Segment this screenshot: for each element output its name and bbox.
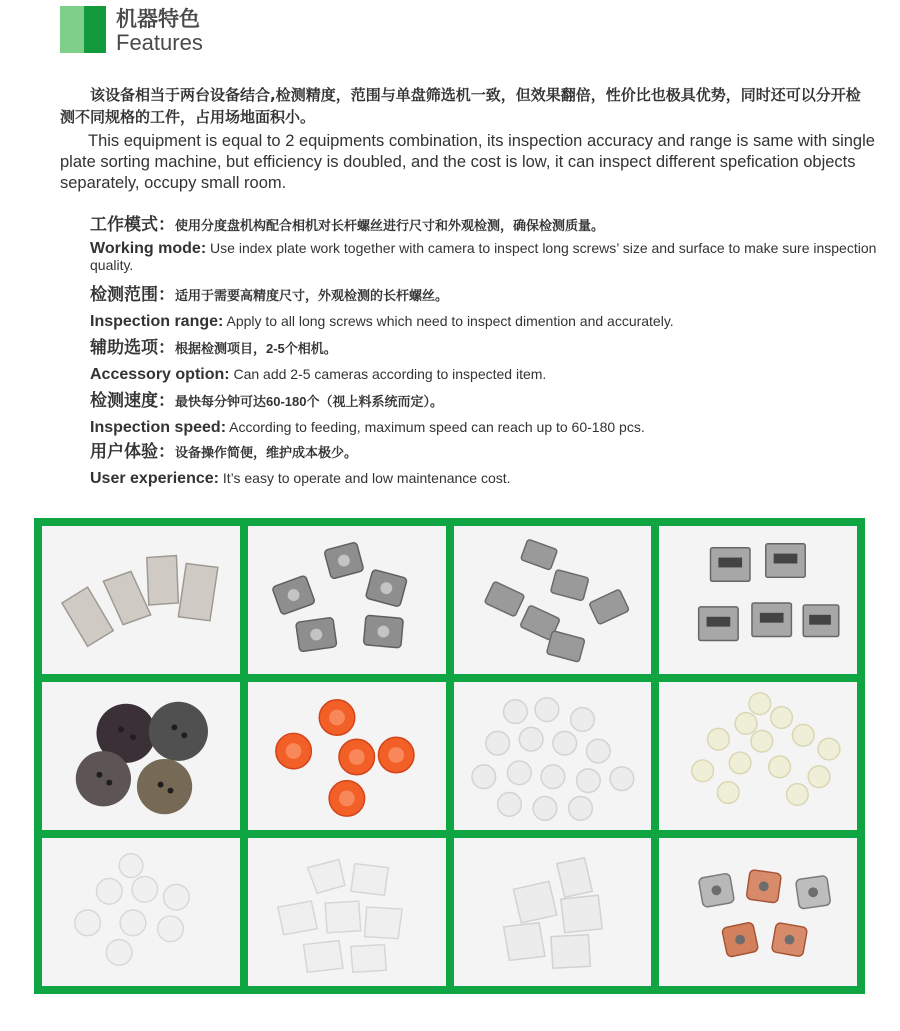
spec-label-cn: 工作模式： (90, 215, 175, 234)
spec-working-mode (90, 214, 880, 274)
spec-label-cn: 辅助选项： (90, 338, 175, 357)
spec-label-cn: 检测速度： (90, 391, 175, 410)
spec-value-en: Can add 2-5 cameras according to inspected item. (229, 366, 547, 382)
spec-inspection-range (90, 284, 880, 333)
spec-inspection-speed (90, 390, 880, 439)
header-accent-dark (84, 6, 106, 53)
spec-label-cn: 用户体验： (90, 442, 175, 461)
sample-image-usb-connectors (659, 526, 857, 674)
spec-label-en: User experience: (90, 470, 219, 487)
spec-user-experience (90, 441, 880, 490)
intro-paragraph-en: This equipment is equal to 2 equipments combination, its inspection accuracy and range is same with single plate sorting machine, but efficiency is doubled, and the cost is low, it can inspect different spefication objects separately, occupy small room. (60, 132, 875, 192)
spec-value-en: It’s easy to operate and low maintenance cost. (218, 470, 511, 486)
spec-label-en: Accessory option: (90, 366, 230, 383)
header-accent-light (60, 6, 84, 53)
intro-paragraph-cn: 该设备相当于两台设备结合,检测精度，范围与单盘筛选机一致，但效果翻倍，性价比也极具优势，同时还可以分开检测不同规格的工件，占用场地面积小。 (60, 86, 861, 126)
sample-image-white-gears (454, 682, 652, 830)
sample-image-gaskets (42, 682, 240, 830)
section-title-cn: 机器特色 (116, 7, 200, 31)
sample-image-plastic-plugs (659, 682, 857, 830)
sample-image-metal-clips (248, 526, 446, 674)
spec-label-en: Working mode: (90, 240, 207, 257)
spec-label-en: Inspection speed: (90, 419, 227, 436)
spec-value-cn: 设备操作简便，维护成本极少。 (175, 445, 358, 460)
spec-value-cn: 最快每分钟可达60-180个（视上料系统而定）。 (175, 394, 443, 409)
spec-value-cn: 使用分度盘机构配合相机对长杆螺丝进行尺寸和外观检测，确保检测质量。 (175, 218, 605, 233)
spec-label-en: Inspection range: (90, 313, 224, 330)
spec-value-en: According to feeding, maximum speed can reach up to 60-180 pcs. (226, 419, 645, 435)
spec-value-en: Apply to all long screws which need to inspect dimention and accurately. (223, 313, 674, 329)
section-header (60, 6, 360, 54)
sample-image-white-pieces (454, 838, 652, 986)
sample-image-metal-plates (42, 526, 240, 674)
sample-image-orange-caps (248, 682, 446, 830)
spec-label-cn: 检测范围： (90, 285, 175, 304)
sample-parts-gallery (34, 518, 865, 994)
spec-value-cn: 适用于需要高精度尺寸，外观检测的长杆螺丝。 (175, 288, 449, 303)
section-title-en: Features (116, 30, 203, 55)
spec-value-en: Use index plate work together with camera to inspect long screws’ size and surface to make sure inspection quality. (90, 240, 877, 273)
sample-image-copper-terminals (659, 838, 857, 986)
sample-image-metal-caps (454, 526, 652, 674)
sample-image-white-fittings (248, 838, 446, 986)
spec-value-cn: 根据检测项目，2-5个相机。 (175, 341, 337, 356)
spec-accessory-option (90, 337, 880, 386)
sample-image-white-valves (42, 838, 240, 986)
